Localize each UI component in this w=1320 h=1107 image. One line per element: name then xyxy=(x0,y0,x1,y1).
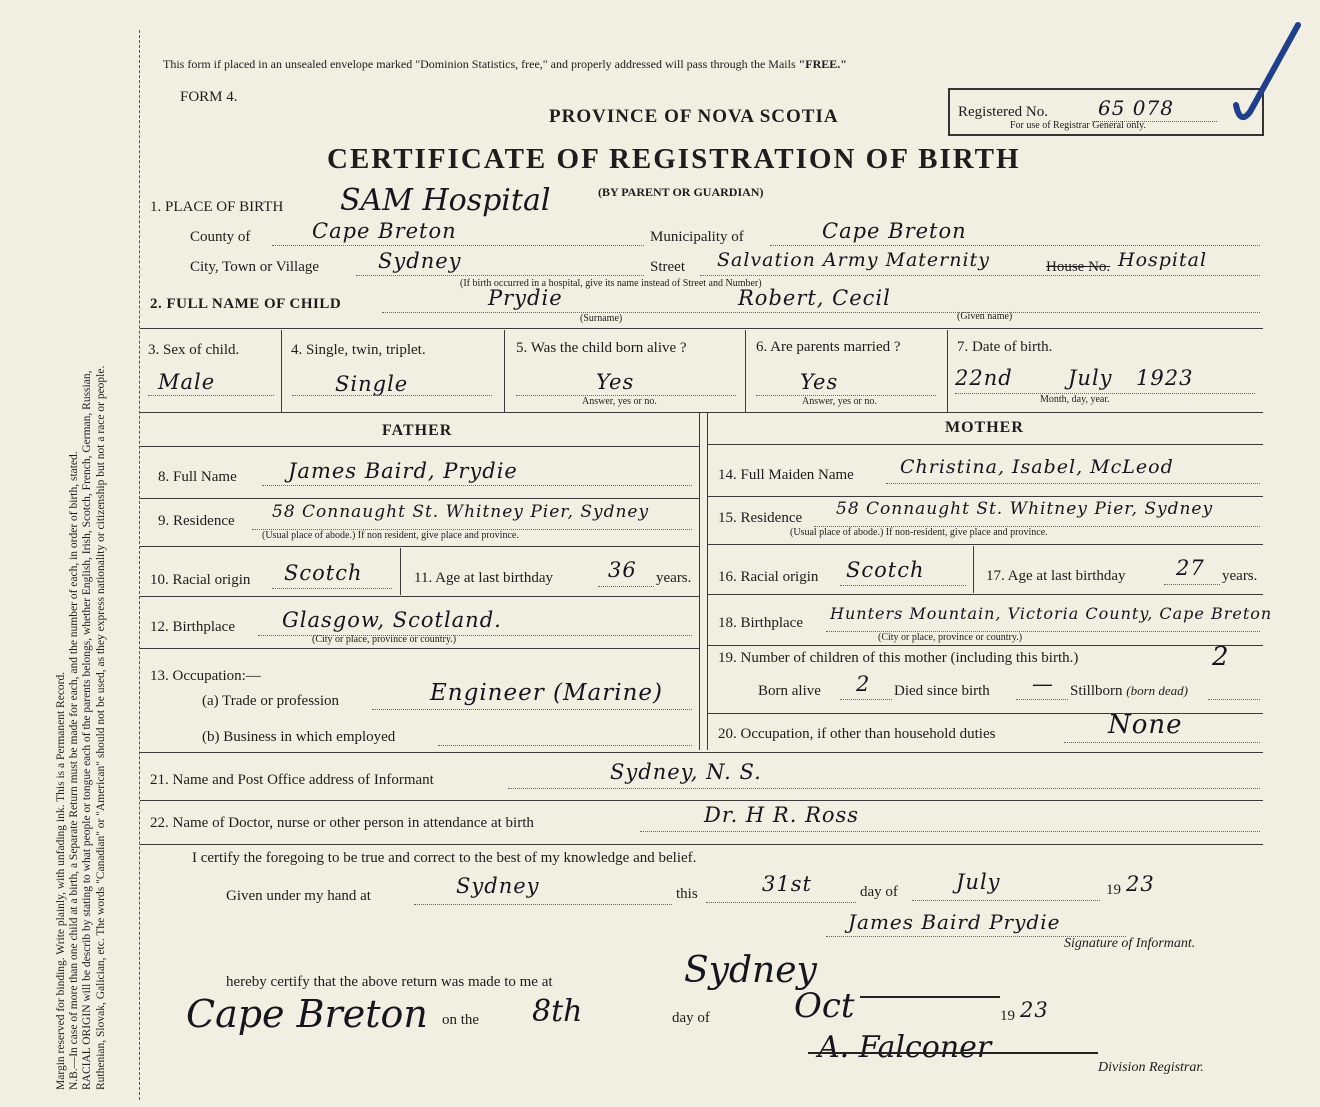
dob-month: July xyxy=(1068,366,1113,390)
this-label: this xyxy=(676,886,698,902)
trade-label: (a) Trade or profession xyxy=(202,693,340,709)
city-label: City, Town or Village xyxy=(190,259,320,275)
doctor-label: 22. Name of Doctor, nurse or other person in attendance at birth xyxy=(150,815,534,831)
father-age-label: 11. Age at last birthday xyxy=(414,570,553,586)
given-under-label: Given under my hand at xyxy=(226,888,371,904)
registered-no-note: For use of Registrar General only. xyxy=(1010,120,1146,131)
mother-age-label: 17. Age at last birthday xyxy=(986,568,1126,584)
margin-line-2: N.B.—In case of more than one child at a birth, a Separate Return must be made for each, and the number of each, in order of birth, stated. xyxy=(68,451,81,1090)
mother-racial: Scotch xyxy=(846,558,925,582)
house-no-label: House No. xyxy=(1046,259,1111,275)
stillborn-note: (born dead) xyxy=(1126,683,1189,698)
father-residence-label: 9. Residence xyxy=(158,513,235,529)
mother-residence-label: 15. Residence xyxy=(718,510,803,526)
father-racial-label: 10. Racial origin xyxy=(150,572,251,588)
registrar-day-of-label: day of xyxy=(672,1010,710,1026)
registrar-month: Oct xyxy=(794,986,855,1026)
children-count: 2 xyxy=(1212,642,1230,672)
mother-birthplace-note: (City or place, province or country.) xyxy=(878,632,1023,643)
mother-racial-label: 16. Racial origin xyxy=(718,569,819,585)
born-alive-note: Answer, yes or no. xyxy=(582,396,657,407)
single-label: 4. Single, twin, triplet. xyxy=(291,342,426,358)
dob-year: 1923 xyxy=(1136,366,1194,390)
registrar-statement: hereby certify that the above return was made to me at xyxy=(226,974,553,990)
mother-occupation-label: 20. Occupation, if other than household duties xyxy=(718,726,996,742)
certify-day: 31st xyxy=(762,872,812,896)
margin-line-4: Ruthenian, Slovak, Galician, etc. The words "Canadian" or "American" should not be used, as they express nationality or citizenship but not a race or people. xyxy=(94,365,107,1090)
given-name-note: (Given name) xyxy=(957,311,1013,322)
father-name-label: 8. Full Name xyxy=(158,469,237,485)
registrar-signature: A. Falconer xyxy=(818,1030,992,1065)
mother-birthplace-label: 18. Birthplace xyxy=(718,615,803,631)
child-name-label: 2. FULL NAME OF CHILD xyxy=(150,296,342,312)
father-age: 36 xyxy=(608,558,637,582)
mother-birthplace: Hunters Mountain, Victoria County, Cape Breton xyxy=(830,604,1273,623)
father-years-label: years. xyxy=(656,570,692,586)
certificate-subtitle: (BY PARENT OR GUARDIAN) xyxy=(598,185,764,199)
dob-day: 22nd xyxy=(955,366,1013,390)
margin-line-1: Margin reserved for binding. Write plainly, with unfading ink. This is a Permanent Record. xyxy=(55,671,67,1090)
registrar-county: Cape Breton xyxy=(186,992,428,1036)
place-of-birth-label: 1. PLACE OF BIRTH xyxy=(150,199,284,215)
mother-name: Christina, Isabel, McLeod xyxy=(900,456,1174,478)
mail-free: "FREE." xyxy=(798,57,847,71)
street-value: Salvation Army Maternity xyxy=(717,249,990,271)
trade-value: Engineer (Marine) xyxy=(430,680,664,706)
mail-notice: This form if placed in an unsealed envelope marked "Dominion Statistics, free," and properly addressed will pass through the Mails "FREE." xyxy=(163,57,847,71)
place-of-birth-value: SAM Hospital xyxy=(340,183,551,218)
registered-no-label: Registered No. xyxy=(958,104,1048,120)
father-residence-note: (Usual place of abode.) If non resident, give place and province. xyxy=(262,530,519,541)
check-mark-icon xyxy=(1228,20,1308,130)
born-alive-value: Yes xyxy=(596,370,635,394)
informant-label: 21. Name and Post Office address of Informant xyxy=(150,772,434,788)
province-heading: PROVINCE OF NOVA SCOTIA xyxy=(549,106,839,127)
certify-year-suffix: 23 xyxy=(1126,872,1155,896)
doctor-value: Dr. H R. Ross xyxy=(704,803,860,827)
born-alive-count: 2 xyxy=(856,672,871,696)
died-label: Died since birth xyxy=(894,683,990,699)
registrar-year-prefix: 19 xyxy=(1000,1008,1015,1024)
mother-years-label: years. xyxy=(1222,568,1258,584)
mother-occupation: None xyxy=(1108,710,1183,740)
born-alive-label: 5. Was the child born alive ? xyxy=(516,340,687,356)
registrar-year-suffix: 23 xyxy=(1020,998,1049,1022)
margin-instructions xyxy=(55,50,108,1090)
died-value: — xyxy=(1032,672,1054,696)
on-the-label: on the xyxy=(442,1012,480,1028)
dob-label: 7. Date of birth. xyxy=(957,339,1053,355)
certify-month: July xyxy=(956,870,1001,894)
mother-age: 27 xyxy=(1176,556,1205,580)
mother-name-label: 14. Full Maiden Name xyxy=(718,467,854,483)
county-label: County of xyxy=(190,229,251,245)
married-label: 6. Are parents married ? xyxy=(756,339,901,355)
mother-residence-note: (Usual place of abode.) If non-resident, give place and province. xyxy=(790,527,1048,538)
division-registrar-label: Division Registrar. xyxy=(1098,1060,1204,1075)
municipality-label: Municipality of xyxy=(650,229,744,245)
registered-no-value: 65 078 xyxy=(1098,96,1174,120)
father-birthplace: Glasgow, Scotland. xyxy=(282,608,502,632)
father-name: James Baird, Prydie xyxy=(288,459,518,483)
city-value: Sydney xyxy=(378,249,462,273)
certificate-title: CERTIFICATE OF REGISTRATION OF BIRTH xyxy=(327,143,1021,175)
stillborn-label: Stillborn (born dead) xyxy=(1070,683,1189,699)
house-no-value: Hospital xyxy=(1118,249,1208,271)
dob-note: Month, day, year. xyxy=(1040,394,1110,405)
father-residence: 58 Connaught St. Whitney Pier, Sydney xyxy=(272,502,650,522)
surname-note: (Surname) xyxy=(580,313,623,324)
sex-label: 3. Sex of child. xyxy=(148,342,240,358)
father-occupation-label: 13. Occupation:— xyxy=(150,668,261,684)
registrar-day: 8th xyxy=(532,994,583,1029)
child-given-name: Robert, Cecil xyxy=(738,286,891,310)
father-birthplace-label: 12. Birthplace xyxy=(150,619,235,635)
informant-value: Sydney, N. S. xyxy=(610,760,762,784)
certify-year-prefix: 19 xyxy=(1106,882,1121,898)
child-surname: Prydie xyxy=(488,286,563,310)
married-note: Answer, yes or no. xyxy=(802,396,877,407)
day-of-label: day of xyxy=(860,884,898,900)
county-value: Cape Breton xyxy=(312,219,457,243)
single-value: Single xyxy=(335,372,409,396)
hospital-note: (If birth occurred in a hospital, give its name instead of Street and Number) xyxy=(460,278,762,289)
children-count-label: 19. Number of children of this mother (including this birth.) xyxy=(718,650,1079,666)
margin-divider xyxy=(139,30,140,1100)
given-place: Sydney xyxy=(456,874,540,898)
married-value: Yes xyxy=(800,370,839,394)
mother-residence: 58 Connaught St. Whitney Pier, Sydney xyxy=(836,499,1214,519)
informant-signature-label: Signature of Informant. xyxy=(1064,936,1196,951)
father-birthplace-note: (City or place, province or country.) xyxy=(312,634,457,645)
sex-value: Male xyxy=(158,370,216,394)
mother-header: MOTHER xyxy=(945,419,1024,436)
form-number: FORM 4. xyxy=(180,89,238,105)
business-label: (b) Business in which employed xyxy=(202,729,396,745)
father-racial: Scotch xyxy=(284,561,363,585)
certify-statement: I certify the foregoing to be true and correct to the best of my knowledge and belief. xyxy=(192,850,697,866)
street-label: Street xyxy=(650,259,685,275)
father-header: FATHER xyxy=(382,422,453,439)
margin-line-3: RACIAL ORIGIN will be describ by stating to what people or tongue each of the parents belongs, whether English, Irish, Scotch, French, German, Russian, xyxy=(81,370,94,1090)
informant-signature: James Baird Prydie xyxy=(848,910,1061,934)
born-alive-count-label: Born alive xyxy=(758,683,821,699)
municipality-value: Cape Breton xyxy=(822,219,967,243)
registrar-place: Sydney xyxy=(684,950,817,991)
